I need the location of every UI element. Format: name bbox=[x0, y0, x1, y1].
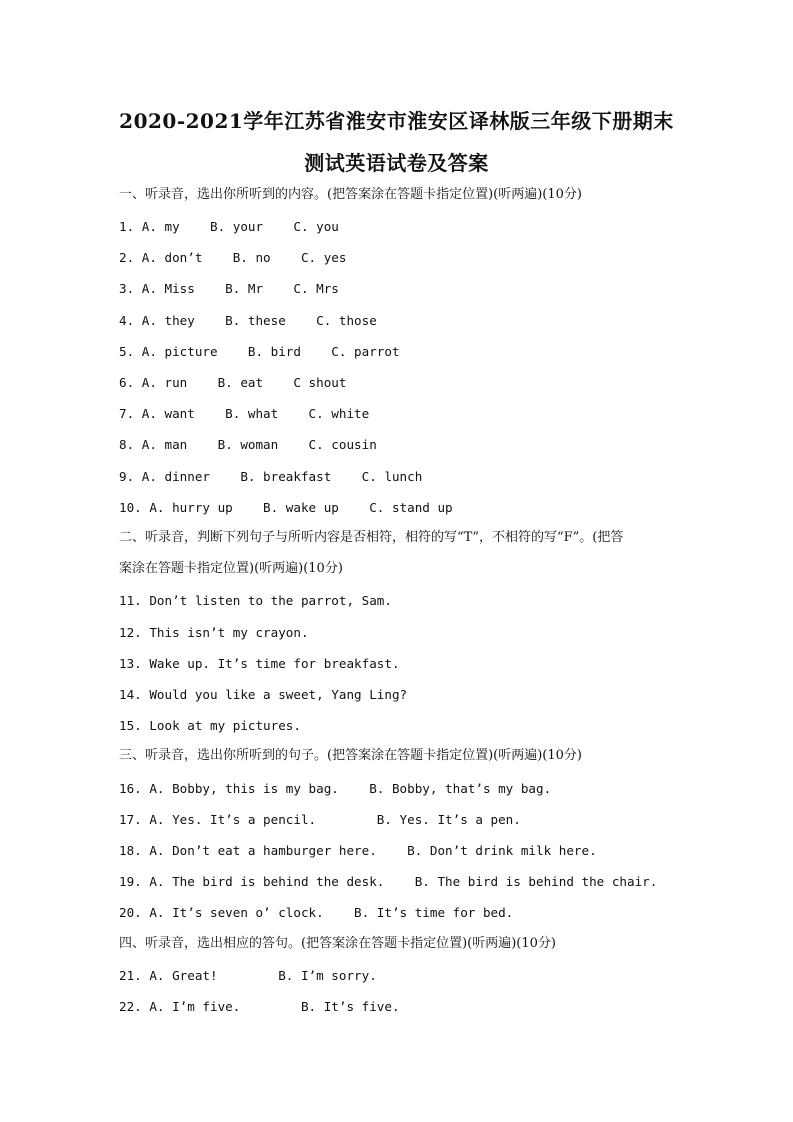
question-15: 15. Look at my pictures. bbox=[119, 718, 301, 733]
question-5: 5. A. picture B. bird C. parrot bbox=[119, 344, 400, 359]
question-8: 8. A. man B. woman C. cousin bbox=[119, 437, 377, 452]
question-17: 17. A. Yes. It’s a pencil. B. Yes. It’s a pen. bbox=[119, 812, 521, 827]
question-9: 9. A. dinner B. breakfast C. lunch bbox=[119, 469, 423, 484]
document-title-line-1: 2020-2021学年江苏省淮安市淮安区译林版三年级下册期末 bbox=[119, 109, 674, 133]
section-3-heading: 三、听录音，选出你所听到的句子。(把答案涂在答题卡指定位置)(听两遍)(10分) bbox=[119, 748, 582, 763]
question-1: 1. A. my B. your C. you bbox=[119, 219, 339, 234]
question-12: 12. This isn’t my crayon. bbox=[119, 625, 309, 640]
question-10: 10. A. hurry up B. wake up C. stand up bbox=[119, 500, 453, 515]
question-18: 18. A. Don’t eat a hamburger here. B. Don’t drink milk here. bbox=[119, 843, 597, 858]
question-16: 16. A. Bobby, this is my bag. B. Bobby, that’s my bag. bbox=[119, 781, 552, 796]
question-6: 6. A. run B. eat C shout bbox=[119, 375, 347, 390]
question-21: 21. A. Great! B. I’m sorry. bbox=[119, 968, 377, 983]
section-2-heading-line-1: 二、听录音，判断下列句子与所听内容是否相符，相符的写“T”，不相符的写“F”。(把答 bbox=[119, 530, 624, 545]
question-11: 11. Don’t listen to the parrot, Sam. bbox=[119, 593, 392, 608]
section-4-heading: 四、听录音，选出相应的答句。(把答案涂在答题卡指定位置)(听两遍)(10分) bbox=[119, 936, 556, 951]
section-1-heading: 一、听录音，选出你所听到的内容。(把答案涂在答题卡指定位置)(听两遍)(10分) bbox=[119, 187, 582, 202]
question-3: 3. A. Miss B. Mr C. Mrs bbox=[119, 281, 339, 296]
section-2-heading-line-2: 案涂在答题卡指定位置)(听两遍)(10分) bbox=[119, 561, 343, 576]
document-title-line-2: 测试英语试卷及答案 bbox=[304, 151, 489, 175]
question-13: 13. Wake up. It’s time for breakfast. bbox=[119, 656, 400, 671]
question-14: 14. Would you like a sweet, Yang Ling? bbox=[119, 687, 408, 702]
question-20: 20. A. It’s seven o’ clock. B. It’s time for bed. bbox=[119, 905, 514, 920]
question-2: 2. A. don’t B. no C. yes bbox=[119, 250, 347, 265]
question-7: 7. A. want B. what C. white bbox=[119, 406, 370, 421]
question-4: 4. A. they B. these C. those bbox=[119, 313, 377, 328]
question-22: 22. A. I’m five. B. It’s five. bbox=[119, 999, 400, 1014]
question-19: 19. A. The bird is behind the desk. B. The bird is behind the chair. bbox=[119, 874, 658, 889]
